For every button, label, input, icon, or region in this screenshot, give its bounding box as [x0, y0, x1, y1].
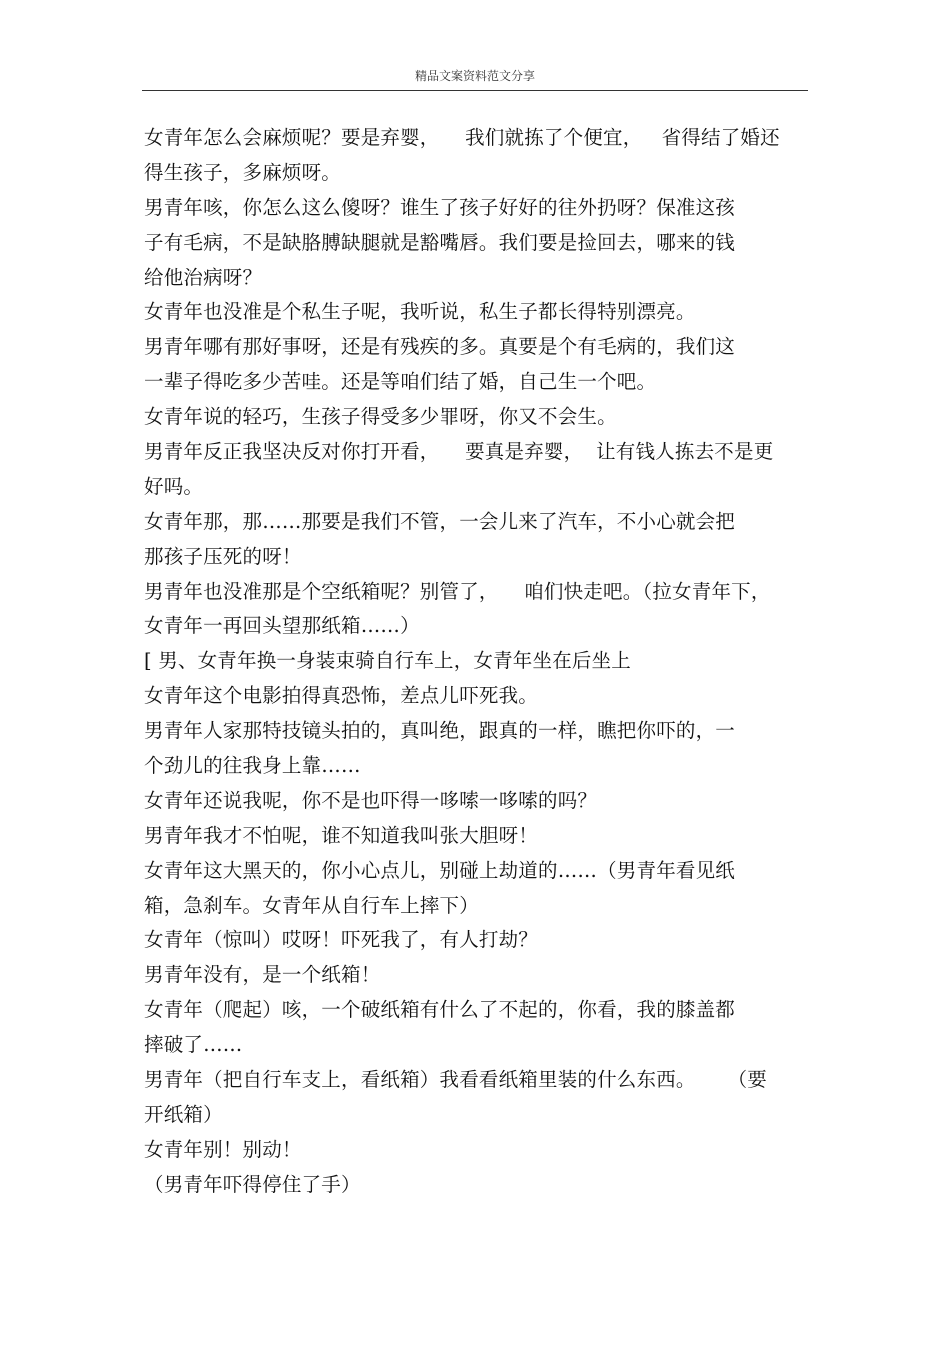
- text-line: 女青年这大黑天的，你小心点儿，别碰上劫道的……（男青年看见纸: [144, 858, 736, 882]
- page-header: [142, 68, 808, 91]
- stage-direction-line: （男青年吓得停住了手）: [144, 1172, 361, 1196]
- text-line: 女青年（惊叫）哎呀！吓死我了，有人打劫？: [144, 928, 539, 952]
- text-line: 那孩子压死的呀！: [144, 544, 302, 568]
- text-line: 给他治病呀？: [144, 265, 263, 289]
- text-line: 摔破了……: [144, 1033, 243, 1057]
- text-line: 男青年反正我坚决反对你打开看， 要真是弃婴， 让有钱人拣去不是更: [144, 440, 774, 464]
- text-line: 男青年咳，你怎么这么傻呀？谁生了孩子好好的往外扔呀？保准这孩: [144, 195, 736, 219]
- text-line: 女青年那，那……那要是我们不管，一会儿来了汽车，不小心就会把: [144, 509, 736, 533]
- text-line: 得生孩子，多麻烦呀。: [144, 160, 342, 184]
- text-line: 女青年还说我呢，你不是也吓得一哆嗦一哆嗦的吗？: [144, 788, 598, 812]
- text-line: 男青年我才不怕呢，谁不知道我叫张大胆呀！: [144, 823, 539, 847]
- text-line: 女青年说的轻巧，生孩子得受多少罪呀，你又不会生。: [144, 405, 617, 429]
- text-line: 子有毛病，不是缺胳膊缺腿就是豁嘴唇。我们要是捡回去，哪来的钱: [144, 230, 736, 254]
- text-line: 女青年也没准是个私生子呢，我听说，私生子都长得特别漂亮。: [144, 300, 696, 324]
- text-line: 女青年怎么会麻烦呢？要是弃婴， 我们就拣了个便宜， 省得结了婚还: [144, 126, 780, 149]
- text-line: 女青年别！别动！: [144, 1137, 302, 1161]
- text-line: 男青年人家那特技镜头拍的，真叫绝，跟真的一样，瞧把你吓的，一: [144, 719, 736, 743]
- text-line: 开纸箱）: [144, 1102, 223, 1126]
- text-line: 好吗。: [144, 474, 204, 498]
- text-line: 男青年（把自行车支上，看纸箱）我看看纸箱里装的什么东西。 （要: [144, 1068, 767, 1092]
- text-line: 女青年（爬起）咳，一个破纸箱有什么了不起的，你看，我的膝盖都: [144, 998, 736, 1022]
- text-line: 箱，急刹车。女青年从自行车上摔下）: [144, 893, 479, 917]
- text-line: 个劲儿的往我身上靠……: [144, 754, 361, 778]
- text-line: 女青年这个电影拍得真恐怖，差点儿吓死我。: [144, 684, 539, 708]
- text-line: 女青年一再回头望那纸箱……）: [144, 614, 420, 638]
- header-title: 精品文案资料范文分享: [414, 69, 535, 83]
- text-line: 一辈子得吃多少苦哇。还是等咱们结了婚，自己生一个吧。: [144, 370, 657, 394]
- text-line: 男青年没有，是一个纸箱！: [144, 963, 381, 987]
- text-line: 男青年也没准那是个空纸箱呢？别管了， 咱们快走吧。（拉女青年下，: [144, 579, 771, 603]
- text-line: 男青年哪有那好事呀，还是有残疾的多。真要是个有毛病的，我们这: [144, 335, 736, 359]
- document-body: [144, 121, 808, 1203]
- stage-direction-line: [ 男、女青年换一身装束骑自行车上，女青年坐在后坐上: [144, 649, 632, 673]
